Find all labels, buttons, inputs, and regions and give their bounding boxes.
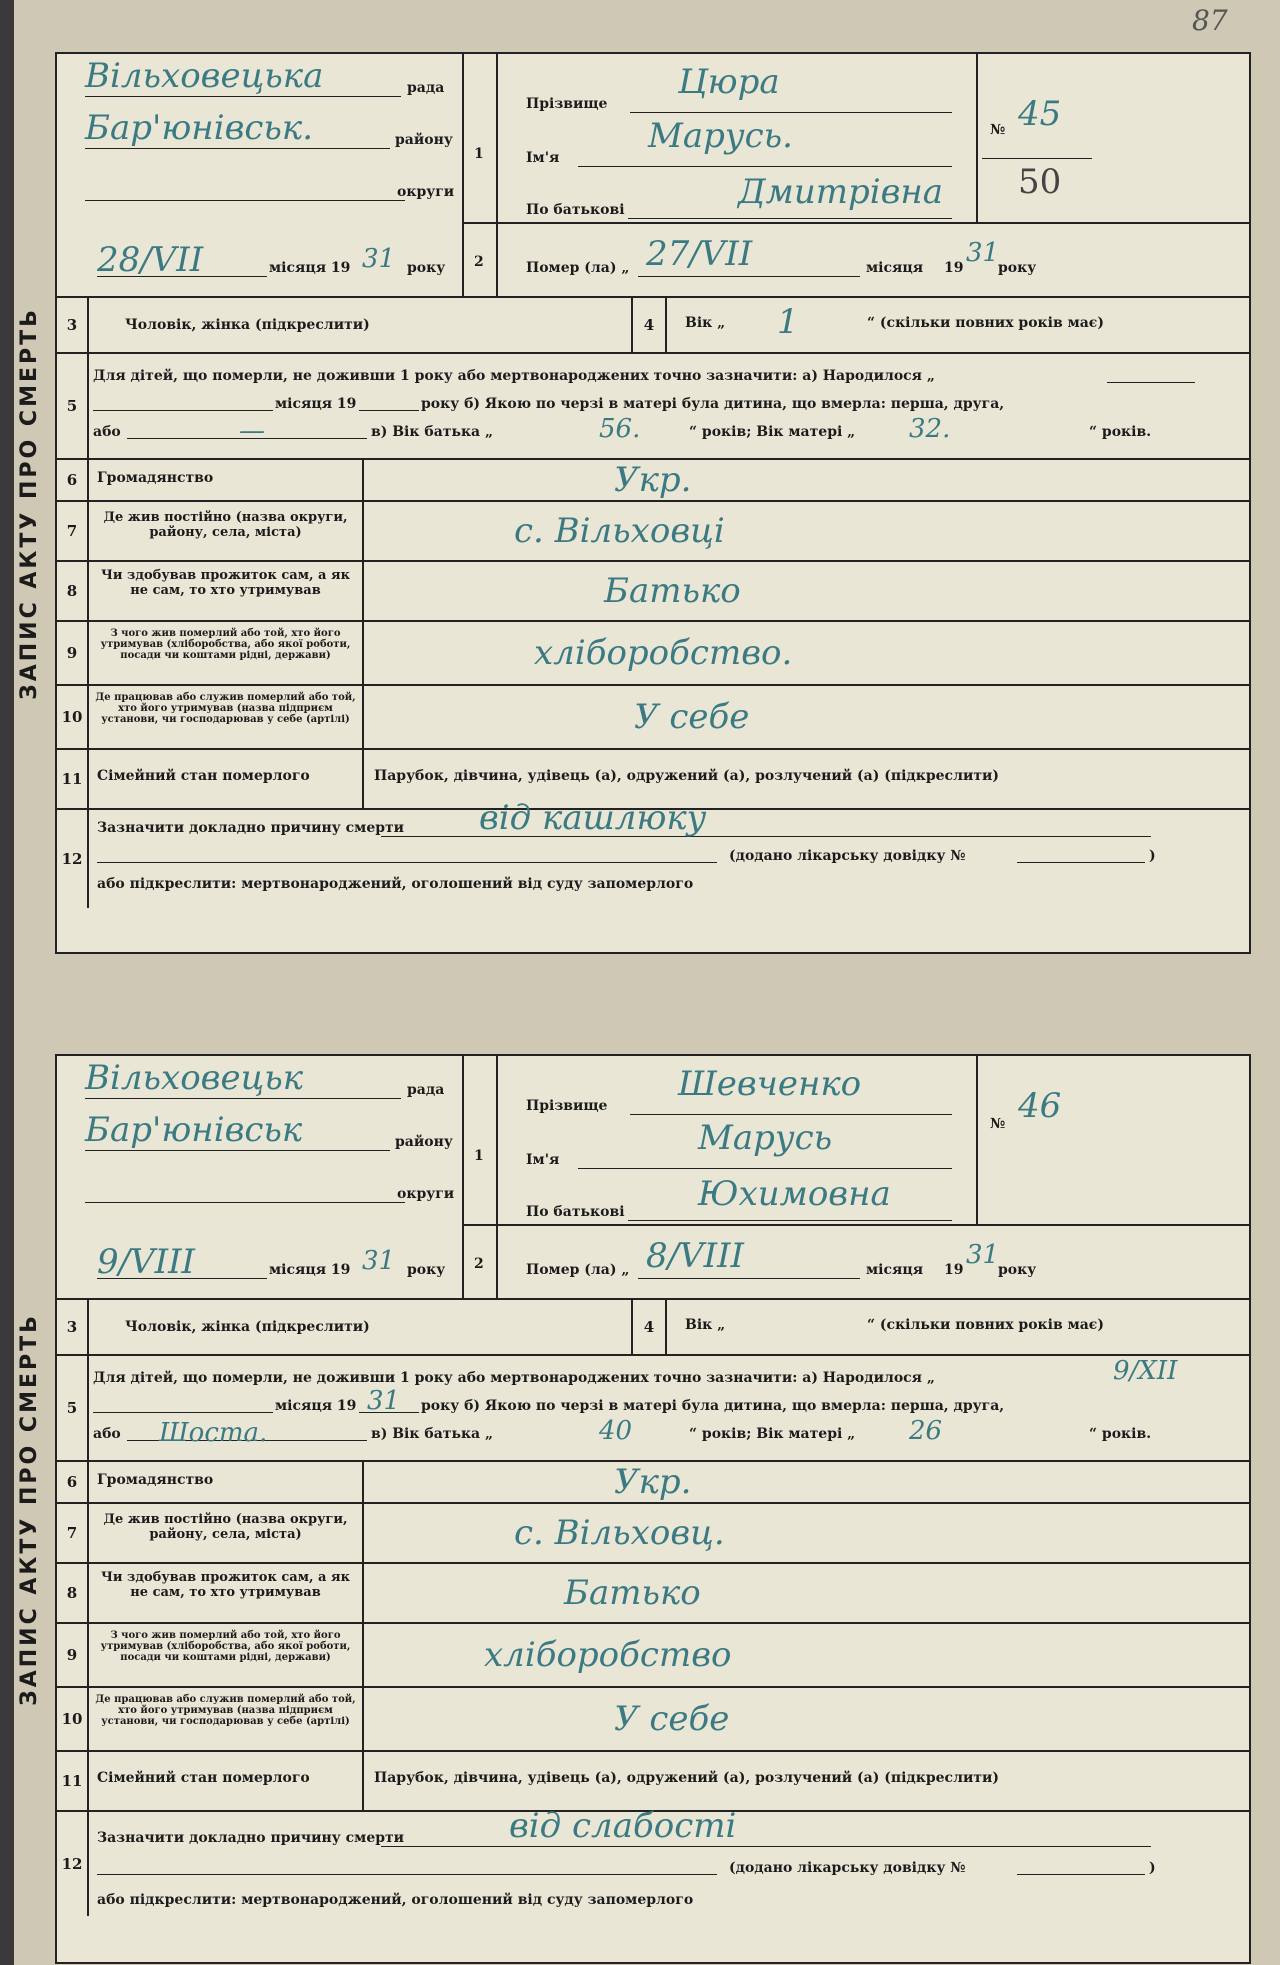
row-marital: 11 Сімейний стан померлого Парубок, дівчина, удівець (а), одружений (а), розлучений (а) (підкреслити): [57, 750, 1249, 810]
surname-value: Шевченко: [678, 1064, 862, 1104]
row-residence: 7 Де жив постійно (назва округи, району, села, міста) с. Вільховц.: [57, 1504, 1249, 1564]
month-label: місяця 19: [269, 260, 351, 276]
row-workplace: 10 Де працював або служив померлий або той, хто його утримував (назва підприєм установи, чи господарював у себе (артілі) У себе: [57, 686, 1249, 750]
birth-year: 31: [367, 1386, 401, 1416]
patronymic-value: Дмитрівна: [738, 172, 944, 212]
citizenship-value: Укр.: [614, 460, 692, 500]
rada-value: Вільховецьк: [85, 1058, 304, 1098]
father-age: 40: [599, 1416, 633, 1446]
page-number: 87: [1192, 4, 1228, 37]
month-label: місяця 19: [269, 1262, 351, 1278]
okruga-label: округи: [397, 184, 455, 200]
sex-label: Чоловік, жінка (підкреслити): [125, 317, 370, 333]
birth-date: 9/XII: [1113, 1356, 1178, 1386]
surname-value: Цюра: [678, 62, 780, 102]
row-cause: 12 Зазначити докладно причину смерти від кашлюку (додано лікарську довідку № ) або підкреслити: мертвонароджений, оголошений від суду запомерлого: [57, 810, 1249, 908]
registration-date: 28/VII: [97, 240, 204, 280]
age-value: 1: [777, 302, 799, 342]
registration-year: 31: [362, 1246, 396, 1276]
death-year: 31: [966, 1240, 1000, 1270]
person-block: Прізвище Цюра Ім'я Марусь. По батькові Дмитрівна № 45 50 Помер (ла) „ 27/VII місяця 19 31 року: [498, 54, 1249, 296]
year-label: року: [407, 260, 446, 276]
record-number: 45: [1018, 94, 1062, 134]
row-citizenship: 6 Громадянство Укр.: [57, 1462, 1249, 1504]
row-citizenship: 6 Громадянство Укр.: [57, 460, 1249, 502]
row-residence: 7 Де жив постійно (назва округи, району, села, міста) с. Вільховці: [57, 502, 1249, 562]
rayon-label: району: [395, 132, 453, 148]
rada-value: Вільховецька: [85, 56, 324, 96]
name-label: Ім'я: [526, 150, 560, 166]
death-record-2: [16, 1054, 1251, 1964]
marital-options: Парубок, дівчина, удівець (а), одружений (а), розлучений (а) (підкреслити): [374, 768, 1000, 784]
row-marital: 11 Сімейний стан померлого Парубок, дівчина, удівець (а), одружений (а), розлучений (а) (підкреслити): [57, 1752, 1249, 1812]
rayon-value: Бар'юнівськ.: [85, 108, 314, 148]
support-value: Батько: [604, 571, 741, 611]
rayon-value: Бар'юнівськ: [85, 1110, 303, 1150]
number-box: № 45 50: [976, 54, 1098, 222]
residence-value: с. Вільховц.: [514, 1513, 725, 1553]
row-occupation: 9 З чого жив померлий або той, хто його утримував (хліборобства, або якої роботи, посади чи коштами рідні, держави) хліборобство.: [57, 622, 1249, 686]
patronymic-value: Юхимовна: [698, 1174, 891, 1214]
surname-label: Прізвище: [526, 1098, 608, 1114]
record-number: 46: [1018, 1086, 1062, 1126]
workplace-value: У себе: [614, 1699, 730, 1739]
cause-value: від кашлюку: [479, 798, 707, 838]
death-date-label: Помер (ла) „: [526, 1262, 630, 1278]
child-order: Шоста.: [159, 1418, 268, 1448]
okruga-label: округи: [397, 1186, 455, 1202]
person-block: Прізвище Шевченко Ім'я Марусь По батькові Юхимовна № 46 Помер (ла) „ 8/VIII місяця 19 31 року: [498, 1056, 1249, 1298]
registration-year: 31: [362, 244, 396, 274]
row-support: 8 Чи здобував прожиток сам, а як не сам, то хто утримував Батько: [57, 562, 1249, 622]
header-block: Вільховецька рада Бар'юнівськ. району округи 28/VII місяця 19 31 року 1 2 Прізвище Цюра Ім'я Марусь. По батькові Дмитрівна № 45 50 Помер (ла) „ 27/VII місяця 19 31 року: [57, 54, 1249, 298]
registration-office: [57, 1056, 464, 1298]
registration-date: 9/VIII: [97, 1242, 195, 1282]
cause-value: від слабості: [509, 1806, 737, 1846]
death-record-1: [16, 52, 1251, 954]
header-block: Вільховецьк рада Бар'юнівськ району округи 9/VIII місяця 19 31 року 1 2 Прізвище Шевченко Ім'я Марусь По батькові Юхимовна № 46 Помер (ла) „ 8/VIII місяця 19 31 року: [57, 1056, 1249, 1300]
row-workplace: 10 Де працював або служив померлий або той, хто його утримував (назва підприєм установи, чи господарював у себе (артілі) У себе: [57, 1688, 1249, 1752]
registration-office: [57, 54, 464, 296]
father-age: 56.: [599, 414, 641, 444]
residence-value: с. Вільховці: [514, 511, 725, 551]
side-title: ЗАПИС АКТУ ПРО СМЕРТЬ: [16, 1312, 42, 1706]
workplace-value: У себе: [634, 697, 750, 737]
child-order: —: [239, 416, 265, 446]
support-value: Батько: [564, 1573, 701, 1613]
patronymic-label: По батькові: [526, 202, 625, 218]
death-date: 27/VII: [646, 234, 753, 274]
row-sex-age: 3 Чоловік, жінка (підкреслити) 4 Вік „ 1 “ (скільки повних років має): [57, 298, 1249, 354]
marital-options: Парубок, дівчина, удівець (а), одружений (а), розлучений (а) (підкреслити): [374, 1770, 1000, 1786]
age-label: Вік „: [685, 315, 726, 331]
row-cause: 12 Зазначити докладно причину смерти від слабості (додано лікарську довідку № ) або підкреслити: мертвонароджений, оголошений від суду запомерлого: [57, 1812, 1249, 1916]
row-children: 5 Для дітей, що померли, не доживши 1 року або мертвонароджених точно зазначити: а) Народилося „ місяця 19 року б) Якою по черзі в матері була дитина, що вмерла: перша, друга, або — в) Вік батька „ 56. “ років; Вік матері „ 32. “ років.: [57, 354, 1249, 460]
rada-label: рада: [407, 1082, 445, 1098]
rayon-label: району: [395, 1134, 453, 1150]
surname-label: Прізвище: [526, 96, 608, 112]
number-box: № 46: [976, 1056, 1098, 1224]
mother-age: 26: [909, 1416, 943, 1446]
record-number-pencil: 50: [1018, 162, 1062, 202]
mother-age: 32.: [909, 414, 951, 444]
row-sex-age: 3 Чоловік, жінка (підкреслити) 4 Вік „ “ (скільки повних років має): [57, 1300, 1249, 1356]
occupation-value: хліборобство.: [534, 633, 793, 673]
age-label: Вік „: [685, 1317, 726, 1333]
year-label: року: [407, 1262, 446, 1278]
row-occupation: 9 З чого жив померлий або той, хто його утримував (хліборобства, або якої роботи, посади чи коштами рідні, держави) хліборобство: [57, 1624, 1249, 1688]
rada-label: рада: [407, 80, 445, 96]
sex-label: Чоловік, жінка (підкреслити): [125, 1319, 370, 1335]
row-children: 5 Для дітей, що померли, не доживши 1 року або мертвонароджених точно зазначити: а) Народилося „ 9/XII місяця 19 31 року б) Якою по черзі в матері була дитина, що вмерла: перша, друга, або Шоста. в) Вік батька „ 40 “ років; Вік матері „ 26 “ років.: [57, 1356, 1249, 1462]
citizenship-value: Укр.: [614, 1462, 692, 1502]
name-label: Ім'я: [526, 1152, 560, 1168]
patronymic-label: По батькові: [526, 1204, 625, 1220]
name-value: Марусь: [698, 1118, 833, 1158]
death-date-label: Помер (ла) „: [526, 260, 630, 276]
death-year: 31: [966, 238, 1000, 268]
death-date: 8/VIII: [646, 1236, 744, 1276]
side-title: ЗАПИС АКТУ ПРО СМЕРТЬ: [16, 306, 42, 700]
name-value: Марусь.: [648, 116, 793, 156]
row-support: 8 Чи здобував прожиток сам, а як не сам, то хто утримував Батько: [57, 1564, 1249, 1624]
occupation-value: хліборобство: [484, 1635, 732, 1675]
